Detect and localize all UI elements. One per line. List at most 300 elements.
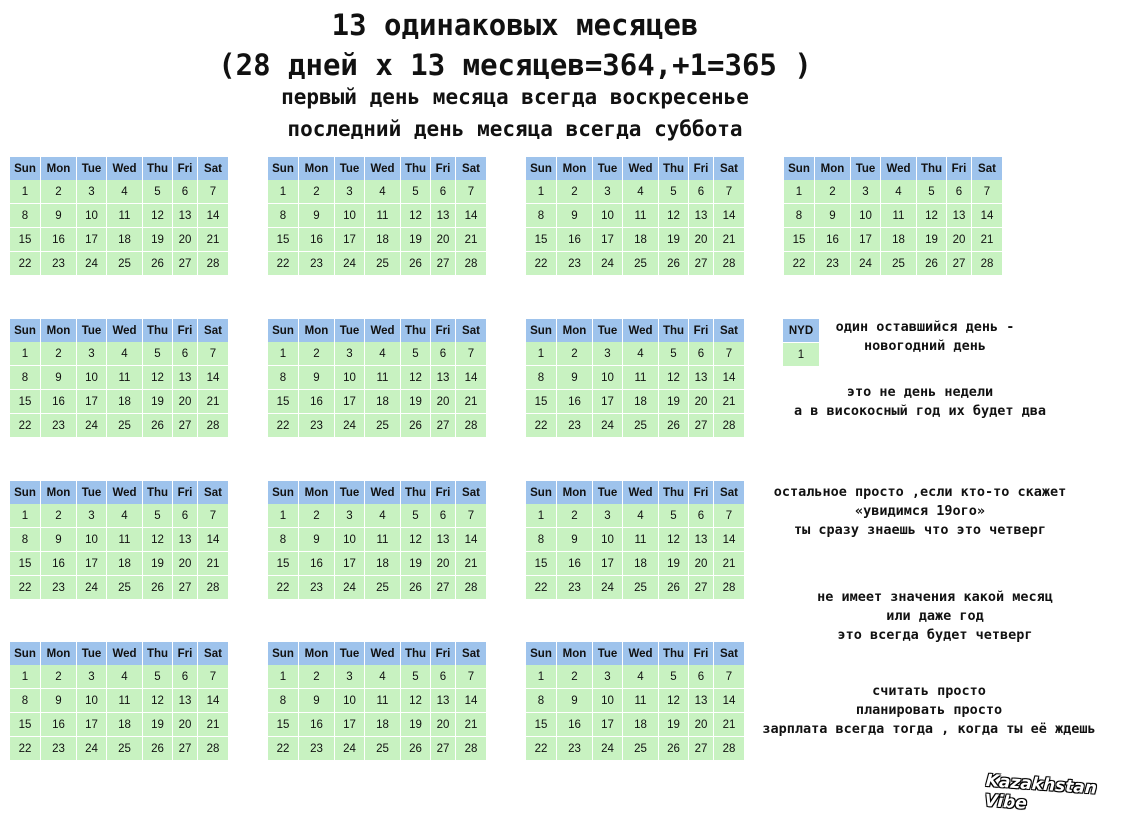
day-cell: 4 — [107, 180, 143, 204]
day-cell: 25 — [623, 252, 659, 276]
weekday-header: Sat — [198, 642, 229, 665]
weekday-header: Sun — [526, 481, 557, 504]
week-row — [10, 204, 229, 228]
note-line: один оставшийся день - — [835, 319, 1015, 335]
day-cell: 10 — [593, 528, 623, 552]
day-cell: 15 — [268, 390, 299, 414]
day-cell: 16 — [299, 228, 335, 252]
day-cell: 3 — [77, 504, 107, 528]
day-cell: 26 — [401, 576, 431, 600]
note-nineteenth-thursday — [750, 483, 1090, 540]
week-row — [526, 342, 745, 366]
weekday-header: Fri — [431, 319, 456, 342]
day-cell: 7 — [972, 180, 1003, 204]
day-cell: 24 — [593, 576, 623, 600]
day-cell: 8 — [268, 366, 299, 390]
day-cell: 9 — [557, 528, 593, 552]
day-cell: 19 — [143, 390, 173, 414]
note-line: это не день недели — [846, 384, 994, 400]
day-cell: 27 — [173, 252, 198, 276]
day-cell: 25 — [107, 576, 143, 600]
weekday-header: Wed — [107, 319, 143, 342]
day-cell: 26 — [659, 576, 689, 600]
day-cell: 13 — [689, 204, 714, 228]
day-cell: 23 — [557, 414, 593, 438]
day-cell: 22 — [10, 252, 41, 276]
day-cell: 7 — [198, 665, 229, 689]
weekday-header: Mon — [41, 642, 77, 665]
day-cell: 18 — [623, 228, 659, 252]
weekday-header: Sat — [198, 157, 229, 180]
day-cell: 10 — [335, 689, 365, 713]
day-cell: 26 — [401, 414, 431, 438]
day-cell: 11 — [623, 366, 659, 390]
weekday-header: Thu — [401, 481, 431, 504]
day-cell: 22 — [526, 414, 557, 438]
week-row — [526, 390, 745, 414]
day-cell: 20 — [431, 713, 456, 737]
day-cell: 1 — [10, 342, 41, 366]
day-cell: 5 — [143, 504, 173, 528]
day-cell: 10 — [335, 528, 365, 552]
week-row — [10, 737, 229, 761]
day-cell: 5 — [143, 180, 173, 204]
day-cell: 22 — [10, 414, 41, 438]
weekday-header: Fri — [173, 319, 198, 342]
day-cell: 23 — [41, 252, 77, 276]
weekday-header: Mon — [299, 481, 335, 504]
day-cell: 8 — [268, 528, 299, 552]
day-cell: 6 — [173, 180, 198, 204]
note-not-weekday — [770, 383, 1070, 421]
day-cell: 8 — [10, 204, 41, 228]
subtitle-first-day: первый день месяца всегда воскресенье — [281, 85, 749, 109]
week-row — [526, 504, 745, 528]
month-calendar — [526, 319, 745, 438]
day-cell: 19 — [401, 228, 431, 252]
title-line-2: (28 дней x 13 месяцев=364,+1=365 ) — [218, 48, 812, 82]
day-cell: 9 — [41, 204, 77, 228]
weekday-header: Thu — [143, 481, 173, 504]
weekday-header: Tue — [335, 319, 365, 342]
weekday-header: Sat — [456, 642, 487, 665]
weekday-header: Thu — [659, 481, 689, 504]
day-cell: 14 — [456, 204, 487, 228]
weekday-header: Sun — [268, 157, 299, 180]
week-row — [268, 576, 487, 600]
day-cell: 20 — [173, 713, 198, 737]
day-cell: 4 — [623, 342, 659, 366]
weekday-header: Fri — [689, 481, 714, 504]
weekday-header: Fri — [947, 157, 972, 180]
day-cell: 24 — [851, 252, 881, 276]
day-cell: 27 — [173, 414, 198, 438]
day-cell: 7 — [714, 180, 745, 204]
note-line: не имеет значения какой месяц — [817, 589, 1053, 605]
day-cell: 3 — [851, 180, 881, 204]
month-calendar — [526, 157, 745, 276]
weekday-header: Fri — [173, 157, 198, 180]
day-cell: 27 — [689, 252, 714, 276]
week-row — [268, 689, 487, 713]
day-cell: 25 — [107, 737, 143, 761]
day-cell: 12 — [659, 204, 689, 228]
weekday-header: Tue — [77, 642, 107, 665]
day-cell: 18 — [623, 713, 659, 737]
day-cell: 25 — [365, 737, 401, 761]
week-row — [268, 180, 487, 204]
day-cell: 3 — [593, 180, 623, 204]
day-cell: 2 — [299, 504, 335, 528]
day-cell: 8 — [784, 204, 815, 228]
day-cell: 20 — [431, 390, 456, 414]
day-cell: 24 — [335, 576, 365, 600]
day-cell: 14 — [714, 366, 745, 390]
month-calendar — [10, 642, 229, 761]
day-cell: 13 — [431, 689, 456, 713]
day-cell: 10 — [335, 366, 365, 390]
day-cell: 7 — [198, 342, 229, 366]
weekday-header: Tue — [851, 157, 881, 180]
day-cell: 26 — [143, 576, 173, 600]
weekday-header: Fri — [431, 481, 456, 504]
day-cell: 28 — [456, 576, 487, 600]
weekday-header: Sat — [198, 319, 229, 342]
day-cell: 8 — [10, 689, 41, 713]
weekday-header: Tue — [77, 481, 107, 504]
weekday-header: Sun — [10, 157, 41, 180]
day-cell: 1 — [10, 504, 41, 528]
day-cell: 8 — [268, 689, 299, 713]
day-cell: 2 — [557, 180, 593, 204]
weekday-header: Sat — [456, 481, 487, 504]
weekday-header: Tue — [335, 157, 365, 180]
weekday-header: Mon — [557, 157, 593, 180]
day-cell: 10 — [593, 204, 623, 228]
weekday-header: Thu — [401, 157, 431, 180]
day-cell: 8 — [268, 204, 299, 228]
day-cell: 2 — [41, 504, 77, 528]
weekday-header: Sat — [972, 157, 1003, 180]
day-cell: 19 — [143, 713, 173, 737]
day-cell: 2 — [815, 180, 851, 204]
day-cell: 16 — [41, 552, 77, 576]
day-cell: 4 — [107, 342, 143, 366]
day-cell: 13 — [689, 689, 714, 713]
day-cell: 9 — [299, 528, 335, 552]
day-cell: 6 — [689, 180, 714, 204]
day-cell: 23 — [557, 737, 593, 761]
day-cell: 28 — [714, 414, 745, 438]
day-cell: 7 — [198, 180, 229, 204]
day-cell: 20 — [431, 552, 456, 576]
week-row — [10, 552, 229, 576]
week-row — [268, 504, 487, 528]
day-cell: 21 — [714, 390, 745, 414]
week-row — [268, 528, 487, 552]
day-cell: 6 — [689, 665, 714, 689]
weekday-header: Wed — [623, 481, 659, 504]
day-cell: 14 — [456, 366, 487, 390]
day-cell: 9 — [557, 689, 593, 713]
weekday-header: Thu — [659, 157, 689, 180]
day-cell: 10 — [593, 689, 623, 713]
day-cell: 5 — [401, 504, 431, 528]
week-row — [10, 528, 229, 552]
day-cell: 12 — [401, 204, 431, 228]
week-row — [268, 713, 487, 737]
day-cell: 28 — [714, 576, 745, 600]
day-cell: 17 — [335, 552, 365, 576]
day-cell: 6 — [689, 504, 714, 528]
day-cell: 26 — [917, 252, 947, 276]
day-cell: 4 — [881, 180, 917, 204]
weekday-header: Wed — [623, 642, 659, 665]
day-cell: 22 — [268, 576, 299, 600]
day-cell: 4 — [107, 665, 143, 689]
day-cell: 28 — [198, 576, 229, 600]
day-cell: 4 — [365, 180, 401, 204]
day-cell: 1 — [10, 180, 41, 204]
note-easy-planning — [745, 682, 1113, 739]
day-cell: 20 — [689, 390, 714, 414]
day-cell: 26 — [401, 737, 431, 761]
day-cell: 2 — [299, 180, 335, 204]
week-row — [10, 713, 229, 737]
weekday-header: Tue — [593, 157, 623, 180]
note-line: зарплата всегда тогда , когда ты её ждешь — [762, 721, 1096, 737]
day-cell: 22 — [268, 414, 299, 438]
weekday-header: Sun — [784, 157, 815, 180]
weekday-header: Mon — [41, 481, 77, 504]
day-cell: 12 — [143, 204, 173, 228]
week-row — [526, 528, 745, 552]
day-cell: 5 — [659, 342, 689, 366]
weekday-header: Thu — [143, 319, 173, 342]
day-cell: 5 — [659, 504, 689, 528]
day-cell: 2 — [41, 180, 77, 204]
day-cell: 6 — [431, 665, 456, 689]
day-cell: 25 — [107, 252, 143, 276]
day-cell: 19 — [659, 552, 689, 576]
weekday-header-row — [526, 481, 745, 504]
day-cell: 10 — [851, 204, 881, 228]
weekday-header-row — [268, 481, 487, 504]
day-cell: 19 — [659, 390, 689, 414]
day-cell: 21 — [972, 228, 1003, 252]
day-cell: 7 — [714, 342, 745, 366]
day-cell: 16 — [557, 552, 593, 576]
day-cell: 17 — [851, 228, 881, 252]
weekday-header: Thu — [401, 319, 431, 342]
day-cell: 27 — [173, 576, 198, 600]
day-cell: 20 — [173, 552, 198, 576]
weekday-header: Wed — [365, 157, 401, 180]
day-cell: 14 — [972, 204, 1003, 228]
day-cell: 19 — [143, 228, 173, 252]
day-cell: 21 — [198, 713, 229, 737]
day-cell: 13 — [689, 528, 714, 552]
weekday-header: Tue — [593, 642, 623, 665]
day-cell: 21 — [456, 228, 487, 252]
day-cell: 22 — [526, 737, 557, 761]
day-cell: 4 — [107, 504, 143, 528]
weekday-header: Sat — [714, 319, 745, 342]
day-cell: 7 — [456, 180, 487, 204]
weekday-header: Wed — [365, 642, 401, 665]
week-row — [526, 252, 745, 276]
day-cell: 4 — [365, 665, 401, 689]
month-calendar — [268, 319, 487, 438]
day-cell: 17 — [335, 713, 365, 737]
day-cell: 15 — [526, 390, 557, 414]
day-cell: 13 — [173, 528, 198, 552]
day-cell: 27 — [689, 414, 714, 438]
weekday-header: Sun — [526, 642, 557, 665]
note-line: или даже год — [886, 608, 984, 624]
day-cell: 28 — [714, 252, 745, 276]
day-cell: 3 — [77, 665, 107, 689]
day-cell: 13 — [431, 204, 456, 228]
week-row — [526, 689, 745, 713]
weekday-header: Mon — [299, 157, 335, 180]
week-row — [268, 342, 487, 366]
day-cell: 2 — [299, 665, 335, 689]
day-cell: 17 — [77, 228, 107, 252]
day-cell: 6 — [689, 342, 714, 366]
day-cell: 9 — [557, 204, 593, 228]
day-cell: 9 — [41, 528, 77, 552]
day-cell: 12 — [143, 366, 173, 390]
weekday-header: Mon — [557, 642, 593, 665]
weekday-header: Fri — [431, 157, 456, 180]
day-cell: 21 — [714, 228, 745, 252]
day-cell: 20 — [947, 228, 972, 252]
day-cell: 12 — [143, 689, 173, 713]
week-row — [268, 252, 487, 276]
day-cell: 27 — [947, 252, 972, 276]
day-cell: 4 — [623, 504, 659, 528]
day-cell: 11 — [365, 528, 401, 552]
day-cell: 15 — [10, 390, 41, 414]
day-cell: 17 — [335, 228, 365, 252]
day-cell: 28 — [972, 252, 1003, 276]
day-cell: 5 — [143, 665, 173, 689]
weekday-header: Tue — [335, 481, 365, 504]
day-cell: 25 — [623, 737, 659, 761]
day-cell: 6 — [431, 180, 456, 204]
week-row — [784, 180, 1003, 204]
day-cell: 19 — [143, 552, 173, 576]
day-cell: 23 — [557, 252, 593, 276]
day-cell: 20 — [689, 713, 714, 737]
month-calendar — [526, 481, 745, 600]
weekday-header: Fri — [173, 481, 198, 504]
day-cell: 16 — [557, 390, 593, 414]
day-cell: 11 — [365, 689, 401, 713]
day-cell: 16 — [41, 390, 77, 414]
day-cell: 6 — [947, 180, 972, 204]
weekday-header: Thu — [401, 642, 431, 665]
day-cell: 7 — [714, 665, 745, 689]
week-row — [10, 228, 229, 252]
weekday-header: Mon — [299, 642, 335, 665]
day-cell: 22 — [784, 252, 815, 276]
day-cell: 18 — [623, 552, 659, 576]
day-cell: 19 — [401, 552, 431, 576]
day-cell: 11 — [365, 366, 401, 390]
day-cell: 18 — [107, 552, 143, 576]
day-cell: 19 — [401, 713, 431, 737]
day-cell: 12 — [143, 528, 173, 552]
day-cell: 20 — [689, 228, 714, 252]
day-cell: 6 — [431, 342, 456, 366]
day-cell: 11 — [623, 204, 659, 228]
day-cell: 11 — [365, 204, 401, 228]
day-cell: 1 — [268, 665, 299, 689]
weekday-header: Fri — [689, 642, 714, 665]
day-cell: 24 — [593, 252, 623, 276]
day-cell: 5 — [659, 665, 689, 689]
day-cell: 7 — [456, 665, 487, 689]
day-cell: 1 — [526, 504, 557, 528]
day-cell: 10 — [593, 366, 623, 390]
day-cell: 10 — [77, 204, 107, 228]
week-row — [268, 665, 487, 689]
day-cell: 20 — [689, 552, 714, 576]
day-cell: 20 — [431, 228, 456, 252]
day-cell: 23 — [815, 252, 851, 276]
day-cell: 24 — [77, 252, 107, 276]
week-row — [526, 713, 745, 737]
week-row — [10, 576, 229, 600]
day-cell: 16 — [41, 228, 77, 252]
day-cell: 24 — [335, 737, 365, 761]
weekday-header: Tue — [77, 157, 107, 180]
day-cell: 14 — [714, 689, 745, 713]
day-cell: 4 — [365, 342, 401, 366]
day-cell: 3 — [593, 504, 623, 528]
weekday-header: Thu — [143, 642, 173, 665]
week-row — [526, 665, 745, 689]
weekday-header: Wed — [365, 319, 401, 342]
day-cell: 14 — [714, 204, 745, 228]
day-cell: 25 — [881, 252, 917, 276]
day-cell: 21 — [456, 552, 487, 576]
day-cell: 12 — [659, 366, 689, 390]
weekday-header: Tue — [593, 481, 623, 504]
new-years-day-table — [783, 319, 819, 366]
day-cell: 23 — [557, 576, 593, 600]
weekday-header: Sat — [198, 481, 229, 504]
day-cell: 22 — [526, 252, 557, 276]
day-cell: 18 — [881, 228, 917, 252]
day-cell: 21 — [456, 390, 487, 414]
weekday-header: Wed — [107, 642, 143, 665]
day-cell: 28 — [456, 252, 487, 276]
weekday-header: Tue — [593, 319, 623, 342]
day-cell: 18 — [107, 228, 143, 252]
week-row — [526, 737, 745, 761]
weekday-header: Fri — [173, 642, 198, 665]
week-row — [268, 204, 487, 228]
day-cell: 17 — [593, 390, 623, 414]
day-cell: 13 — [173, 366, 198, 390]
day-cell: 6 — [173, 665, 198, 689]
week-row — [268, 737, 487, 761]
day-cell: 2 — [557, 665, 593, 689]
week-row — [526, 366, 745, 390]
